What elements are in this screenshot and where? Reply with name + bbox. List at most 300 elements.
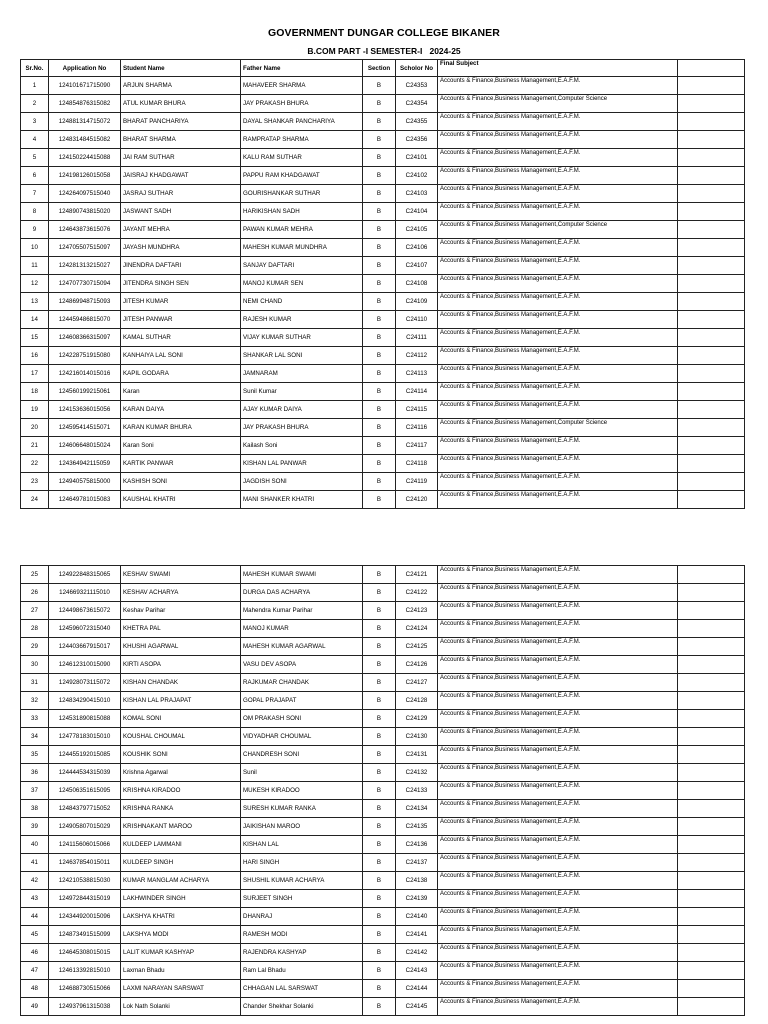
final-subject-cell: Accounts & Finance,Business Management,E.A.F.M. — [438, 566, 678, 584]
application-no-cell: 124281313215027 — [49, 257, 121, 275]
section-cell: B — [363, 908, 396, 926]
final-subject-cell: Accounts & Finance,Business Management,E.A.F.M. — [438, 764, 678, 782]
sr-no-cell: 8 — [21, 203, 49, 221]
student-name-cell: Karan — [121, 383, 241, 401]
col-header-scholor-no: Scholor No — [396, 60, 438, 77]
application-no-cell: 124344920015096 — [49, 908, 121, 926]
section-cell: B — [363, 746, 396, 764]
blank-cell — [678, 584, 745, 602]
table-row — [21, 149, 745, 167]
final-subject-cell: Accounts & Finance,Business Management,E.A.F.M. — [438, 584, 678, 602]
blank-cell — [678, 674, 745, 692]
table-row — [21, 167, 745, 185]
student-name-cell: KULDEEP LAMMANI — [121, 836, 241, 854]
section-cell: B — [363, 383, 396, 401]
scholor-no-cell: C24124 — [396, 620, 438, 638]
table-row — [21, 818, 745, 836]
blank-cell — [678, 275, 745, 293]
father-name-cell: OM PRAKASH SONI — [241, 710, 363, 728]
sr-no-cell: 35 — [21, 746, 49, 764]
father-name-cell: MAHESH KUMAR AGARWAL — [241, 638, 363, 656]
sr-no-cell: 33 — [21, 710, 49, 728]
sr-no-cell: 12 — [21, 275, 49, 293]
blank-cell — [678, 311, 745, 329]
table-row — [21, 365, 745, 383]
father-name-cell: Ram Lal Bhadu — [241, 962, 363, 980]
blank-cell — [678, 113, 745, 131]
application-no-cell: 124940575815000 — [49, 473, 121, 491]
father-name-cell: HARI SINGH — [241, 854, 363, 872]
final-subject-cell: Accounts & Finance,Business Management,Computer Science — [438, 221, 678, 239]
student-name-cell: JITENDRA SINGH SEN — [121, 275, 241, 293]
scholor-no-cell: C24131 — [396, 746, 438, 764]
blank-cell — [678, 710, 745, 728]
blank-cell — [678, 602, 745, 620]
section-cell: B — [363, 602, 396, 620]
section-cell: B — [363, 113, 396, 131]
student-name-cell: BHARAT SHARMA — [121, 131, 241, 149]
table-row — [21, 764, 745, 782]
father-name-cell: RAJKUMAR CHANDAK — [241, 674, 363, 692]
table-row — [21, 437, 745, 455]
sr-no-cell: 47 — [21, 962, 49, 980]
scholor-no-cell: C24117 — [396, 437, 438, 455]
application-no-cell: 124831484515082 — [49, 131, 121, 149]
student-name-cell: ATUL KUMAR BHURA — [121, 95, 241, 113]
table-row — [21, 401, 745, 419]
father-name-cell: Sunil — [241, 764, 363, 782]
student-name-cell: Laxman Bhadu — [121, 962, 241, 980]
scholor-no-cell: C24142 — [396, 944, 438, 962]
application-no-cell: 124612310015090 — [49, 656, 121, 674]
blank-cell — [678, 944, 745, 962]
table-row — [21, 692, 745, 710]
final-subject-cell: Accounts & Finance,Business Management,E.A.F.M. — [438, 800, 678, 818]
scholor-no-cell: C24141 — [396, 926, 438, 944]
blank-cell — [678, 383, 745, 401]
col-header-sr-no: Sr.No. — [21, 60, 49, 77]
blank-cell — [678, 149, 745, 167]
scholor-no-cell: C24136 — [396, 836, 438, 854]
father-name-cell: NEMI CHAND — [241, 293, 363, 311]
table-row — [21, 674, 745, 692]
father-name-cell: VIDYADHAR CHOUMAL — [241, 728, 363, 746]
scholor-no-cell: C24110 — [396, 311, 438, 329]
section-cell: B — [363, 311, 396, 329]
blank-cell — [678, 980, 745, 998]
scholor-no-cell: C24354 — [396, 95, 438, 113]
col-header-father-name: Father Name — [241, 60, 363, 77]
sr-no-cell: 20 — [21, 419, 49, 437]
father-name-cell: CHHAGAN LAL SARSWAT — [241, 980, 363, 998]
final-subject-cell: Accounts & Finance,Business Management,E.A.F.M. — [438, 980, 678, 998]
table-row — [21, 782, 745, 800]
blank-cell — [678, 998, 745, 1016]
section-cell: B — [363, 221, 396, 239]
blank-cell — [678, 764, 745, 782]
table-body — [21, 77, 745, 509]
scholor-no-cell: C24355 — [396, 113, 438, 131]
scholor-no-cell: C24145 — [396, 998, 438, 1016]
table-row — [21, 854, 745, 872]
section-cell: B — [363, 149, 396, 167]
student-name-cell: KOUSHIK SONI — [121, 746, 241, 764]
blank-cell — [678, 638, 745, 656]
application-no-cell: 124606648015024 — [49, 437, 121, 455]
sr-no-cell: 31 — [21, 674, 49, 692]
father-name-cell: AJAY KUMAR DAIYA — [241, 401, 363, 419]
application-no-cell: 124645308015015 — [49, 944, 121, 962]
section-cell: B — [363, 455, 396, 473]
final-subject-cell: Accounts & Finance,Business Management,E.A.F.M. — [438, 998, 678, 1016]
blank-cell — [678, 800, 745, 818]
table-row — [21, 77, 745, 95]
sr-no-cell: 32 — [21, 692, 49, 710]
sr-no-cell: 42 — [21, 872, 49, 890]
final-subject-cell: Accounts & Finance,Business Management,E.A.F.M. — [438, 329, 678, 347]
col-header-student-name: Student Name — [121, 60, 241, 77]
blank-cell — [678, 401, 745, 419]
application-no-cell: 124705507515097 — [49, 239, 121, 257]
final-subject-cell: Accounts & Finance,Business Management,E.A.F.M. — [438, 347, 678, 365]
scholor-no-cell: C24126 — [396, 656, 438, 674]
sr-no-cell: 34 — [21, 728, 49, 746]
scholor-no-cell: C24356 — [396, 131, 438, 149]
table-row — [21, 239, 745, 257]
scholor-no-cell: C24123 — [396, 602, 438, 620]
table-row — [21, 728, 745, 746]
table-row — [21, 944, 745, 962]
application-no-cell: 124228751915080 — [49, 347, 121, 365]
final-subject-cell: Accounts & Finance,Business Management,E.A.F.M. — [438, 620, 678, 638]
application-no-cell: 124264097515040 — [49, 185, 121, 203]
final-subject-cell: Accounts & Finance,Business Management,E.A.F.M. — [438, 908, 678, 926]
section-cell: B — [363, 620, 396, 638]
scholor-no-cell: C24144 — [396, 980, 438, 998]
final-subject-cell: Accounts & Finance,Business Management,E.A.F.M. — [438, 257, 678, 275]
table-row — [21, 998, 745, 1016]
final-subject-cell: Accounts & Finance,Business Management,E.A.F.M. — [438, 311, 678, 329]
student-name-cell: KULDEEP SINGH — [121, 854, 241, 872]
father-name-cell: MUKESH KIRADOO — [241, 782, 363, 800]
section-cell: B — [363, 818, 396, 836]
final-subject-cell: Accounts & Finance,Business Management,E.A.F.M. — [438, 455, 678, 473]
table-row — [21, 275, 745, 293]
sr-no-cell: 49 — [21, 998, 49, 1016]
student-name-cell: KIRTI ASOPA — [121, 656, 241, 674]
student-name-cell: LAKSHYA MODI — [121, 926, 241, 944]
final-subject-cell: Accounts & Finance,Business Management,E.A.F.M. — [438, 638, 678, 656]
father-name-cell: DURGA DAS ACHARYA — [241, 584, 363, 602]
student-name-cell: KOUSHAL CHOUMAL — [121, 728, 241, 746]
scholor-no-cell: C24108 — [396, 275, 438, 293]
table-row — [21, 872, 745, 890]
father-name-cell: PAPPU RAM KHADGAWAT — [241, 167, 363, 185]
sr-no-cell: 48 — [21, 980, 49, 998]
table-row — [21, 566, 745, 584]
scholor-no-cell: C24106 — [396, 239, 438, 257]
blank-cell — [678, 782, 745, 800]
blank-cell — [678, 473, 745, 491]
father-name-cell: VASU DEV ASOPA — [241, 656, 363, 674]
blank-cell — [678, 746, 745, 764]
final-subject-cell: Accounts & Finance,Business Management,E.A.F.M. — [438, 872, 678, 890]
section-cell: B — [363, 710, 396, 728]
table-row — [21, 383, 745, 401]
student-name-cell: Karan Soni — [121, 437, 241, 455]
application-no-cell: 124210538815030 — [49, 872, 121, 890]
application-no-cell: 124905807015029 — [49, 818, 121, 836]
father-name-cell: MANOJ KUMAR — [241, 620, 363, 638]
student-name-cell: KARAN DAIYA — [121, 401, 241, 419]
scholor-no-cell: C24118 — [396, 455, 438, 473]
final-subject-cell: Accounts & Finance,Business Management,E.A.F.M. — [438, 746, 678, 764]
table-row — [21, 293, 745, 311]
father-name-cell: DAYAL SHANKAR PANCHARIYA — [241, 113, 363, 131]
student-name-cell: JINENDRA DAFTARI — [121, 257, 241, 275]
sr-no-cell: 1 — [21, 77, 49, 95]
final-subject-cell: Accounts & Finance,Business Management,E.A.F.M. — [438, 77, 678, 95]
father-name-cell: GOPAL PRAJAPAT — [241, 692, 363, 710]
student-name-cell: KRISHNAKANT MAROO — [121, 818, 241, 836]
blank-cell — [678, 419, 745, 437]
application-no-cell: 124922848315065 — [49, 566, 121, 584]
father-name-cell: RAMPRATAP SHARMA — [241, 131, 363, 149]
final-subject-cell: Accounts & Finance,Business Management,E.A.F.M. — [438, 854, 678, 872]
father-name-cell: MAHESH KUMAR MUNDHRA — [241, 239, 363, 257]
blank-cell — [678, 890, 745, 908]
father-name-cell: PAWAN KUMAR MEHRA — [241, 221, 363, 239]
father-name-cell: JAGDISH SONI — [241, 473, 363, 491]
final-subject-cell: Accounts & Finance,Business Management,E.A.F.M. — [438, 728, 678, 746]
sr-no-cell: 19 — [21, 401, 49, 419]
sr-no-cell: 9 — [21, 221, 49, 239]
sr-no-cell: 37 — [21, 782, 49, 800]
blank-cell — [678, 656, 745, 674]
blank-cell — [678, 77, 745, 95]
application-no-cell: 124444534315039 — [49, 764, 121, 782]
blank-cell — [678, 962, 745, 980]
student-name-cell: Keshav Parihar — [121, 602, 241, 620]
section-cell: B — [363, 638, 396, 656]
table-row — [21, 890, 745, 908]
final-subject-cell: Accounts & Finance,Business Management,E.A.F.M. — [438, 365, 678, 383]
application-no-cell: 124869948715093 — [49, 293, 121, 311]
application-no-cell: 124643873615076 — [49, 221, 121, 239]
scholor-no-cell: C24109 — [396, 293, 438, 311]
blank-cell — [678, 437, 745, 455]
final-subject-cell: Accounts & Finance,Business Management,E.A.F.M. — [438, 674, 678, 692]
final-subject-cell: Accounts & Finance,Business Management,Computer Science — [438, 419, 678, 437]
application-no-cell: 124778183015010 — [49, 728, 121, 746]
father-name-cell: Chander Shekhar Solanki — [241, 998, 363, 1016]
blank-cell — [678, 257, 745, 275]
scholor-no-cell: C24125 — [396, 638, 438, 656]
scholor-no-cell: C24115 — [396, 401, 438, 419]
scholor-no-cell: C24135 — [396, 818, 438, 836]
application-no-cell: 124115606015066 — [49, 836, 121, 854]
application-no-cell: 124595414515071 — [49, 419, 121, 437]
table-row — [21, 980, 745, 998]
section-cell: B — [363, 692, 396, 710]
student-name-cell: JAISRAJ KHADGAWAT — [121, 167, 241, 185]
final-subject-cell: Accounts & Finance,Business Management,E.A.F.M. — [438, 890, 678, 908]
final-subject-cell: Accounts & Finance,Business Management,E.A.F.M. — [438, 836, 678, 854]
scholor-no-cell: C24119 — [396, 473, 438, 491]
table-row — [21, 710, 745, 728]
father-name-cell: VIJAY KUMAR SUTHAR — [241, 329, 363, 347]
blank-cell — [678, 167, 745, 185]
father-name-cell: HARIKISHAN SADH — [241, 203, 363, 221]
student-name-cell: KARTIK PANWAR — [121, 455, 241, 473]
father-name-cell: JAY PRAKASH BHURA — [241, 95, 363, 113]
student-name-cell: LAKSHYA KHATRI — [121, 908, 241, 926]
student-name-cell: KAMAL SUTHAR — [121, 329, 241, 347]
application-no-cell: 124608366315097 — [49, 329, 121, 347]
scholor-no-cell: C24120 — [396, 491, 438, 509]
section-cell: B — [363, 167, 396, 185]
section-cell: B — [363, 782, 396, 800]
section-cell: B — [363, 980, 396, 998]
application-no-cell: 124101671715090 — [49, 77, 121, 95]
blank-cell — [678, 347, 745, 365]
student-name-cell: KISHAN CHANDAK — [121, 674, 241, 692]
sr-no-cell: 30 — [21, 656, 49, 674]
col-header-blank — [678, 60, 745, 77]
student-name-cell: KISHAN LAL PRAJAPAT — [121, 692, 241, 710]
scholor-no-cell: C24353 — [396, 77, 438, 95]
section-cell: B — [363, 365, 396, 383]
application-no-cell: 124198126015058 — [49, 167, 121, 185]
section-cell: B — [363, 926, 396, 944]
col-header-application-no: Application No — [49, 60, 121, 77]
section-cell: B — [363, 401, 396, 419]
table-row — [21, 800, 745, 818]
application-no-cell: 124459486815070 — [49, 311, 121, 329]
scholor-no-cell: C24138 — [396, 872, 438, 890]
final-subject-cell: Accounts & Finance,Business Management,E.A.F.M. — [438, 167, 678, 185]
sr-no-cell: 3 — [21, 113, 49, 131]
table-row — [21, 620, 745, 638]
father-name-cell: JAMNARAM — [241, 365, 363, 383]
blank-cell — [678, 239, 745, 257]
blank-cell — [678, 95, 745, 113]
section-cell: B — [363, 257, 396, 275]
section-cell: B — [363, 203, 396, 221]
table-row — [21, 131, 745, 149]
student-name-cell: KHUSHI AGARWAL — [121, 638, 241, 656]
application-no-cell: 124937961315038 — [49, 998, 121, 1016]
final-subject-cell: Accounts & Finance,Business Management,E.A.F.M. — [438, 293, 678, 311]
section-cell: B — [363, 584, 396, 602]
final-subject-cell: Accounts & Finance,Business Management,E.A.F.M. — [438, 437, 678, 455]
scholor-no-cell: C24143 — [396, 962, 438, 980]
section-cell: B — [363, 728, 396, 746]
final-subject-cell: Accounts & Finance,Business Management,E.A.F.M. — [438, 782, 678, 800]
table-row — [21, 347, 745, 365]
scholor-no-cell: C24140 — [396, 908, 438, 926]
table-row — [21, 455, 745, 473]
father-name-cell: MAHAVEER SHARMA — [241, 77, 363, 95]
sr-no-cell: 22 — [21, 455, 49, 473]
father-name-cell: MANI SHANKER KHATRI — [241, 491, 363, 509]
scholor-no-cell: C24122 — [396, 584, 438, 602]
table-row — [21, 113, 745, 131]
col-header-final-subject: Final Subject — [438, 60, 678, 77]
student-name-cell: KAUSHAL KHATRI — [121, 491, 241, 509]
blank-cell — [678, 854, 745, 872]
section-cell: B — [363, 890, 396, 908]
application-no-cell: 124613392815010 — [49, 962, 121, 980]
section-cell: B — [363, 764, 396, 782]
scholor-no-cell: C24101 — [396, 149, 438, 167]
blank-cell — [678, 728, 745, 746]
blank-cell — [678, 221, 745, 239]
student-name-cell: JAYASH MUNDHRA — [121, 239, 241, 257]
student-table-page-2 — [20, 565, 745, 1016]
sr-no-cell: 25 — [21, 566, 49, 584]
father-name-cell: SURESH KUMAR RANKA — [241, 800, 363, 818]
sr-no-cell: 26 — [21, 584, 49, 602]
student-name-cell: LALIT KUMAR KASHYAP — [121, 944, 241, 962]
sr-no-cell: 27 — [21, 602, 49, 620]
scholor-no-cell: C24134 — [396, 800, 438, 818]
table-row — [21, 185, 745, 203]
student-name-cell: Krishna Agarwal — [121, 764, 241, 782]
blank-cell — [678, 293, 745, 311]
final-subject-cell: Accounts & Finance,Business Management,E.A.F.M. — [438, 203, 678, 221]
section-cell: B — [363, 275, 396, 293]
student-name-cell: KRISHNA KIRADOO — [121, 782, 241, 800]
application-no-cell: 124153636015056 — [49, 401, 121, 419]
table-row — [21, 836, 745, 854]
father-name-cell: DHANRAJ — [241, 908, 363, 926]
scholor-no-cell: C24111 — [396, 329, 438, 347]
final-subject-cell: Accounts & Finance,Business Management,E.A.F.M. — [438, 401, 678, 419]
table-row — [21, 926, 745, 944]
page-subtitle: B.COM PART -I SEMESTER-I 2024-25 — [307, 46, 461, 56]
sr-no-cell: 14 — [21, 311, 49, 329]
application-no-cell: 124560199215061 — [49, 383, 121, 401]
father-name-cell: KISHAN LAL — [241, 836, 363, 854]
student-name-cell: Lok Nath Solanki — [121, 998, 241, 1016]
final-subject-cell: Accounts & Finance,Business Management,E.A.F.M. — [438, 602, 678, 620]
sr-no-cell: 36 — [21, 764, 49, 782]
final-subject-cell: Accounts & Finance,Business Management,E.A.F.M. — [438, 491, 678, 509]
application-no-cell: 124890743815020 — [49, 203, 121, 221]
application-no-cell: 124637854015011 — [49, 854, 121, 872]
section-cell: B — [363, 437, 396, 455]
scholor-no-cell: C24127 — [396, 674, 438, 692]
section-cell: B — [363, 77, 396, 95]
application-no-cell: 124455192015085 — [49, 746, 121, 764]
sr-no-cell: 40 — [21, 836, 49, 854]
final-subject-cell: Accounts & Finance,Business Management,E.A.F.M. — [438, 710, 678, 728]
sr-no-cell: 28 — [21, 620, 49, 638]
father-name-cell: Sunil Kumar — [241, 383, 363, 401]
scholor-no-cell: C24113 — [396, 365, 438, 383]
section-cell: B — [363, 473, 396, 491]
scholor-no-cell: C24129 — [396, 710, 438, 728]
section-cell: B — [363, 944, 396, 962]
scholor-no-cell: C24121 — [396, 566, 438, 584]
student-name-cell: KASHISH SONI — [121, 473, 241, 491]
scholor-no-cell: C24137 — [396, 854, 438, 872]
scholor-no-cell: C24116 — [396, 419, 438, 437]
student-table-page-1 — [20, 59, 745, 509]
student-name-cell: JAYANT MEHRA — [121, 221, 241, 239]
application-no-cell: 124364942115059 — [49, 455, 121, 473]
